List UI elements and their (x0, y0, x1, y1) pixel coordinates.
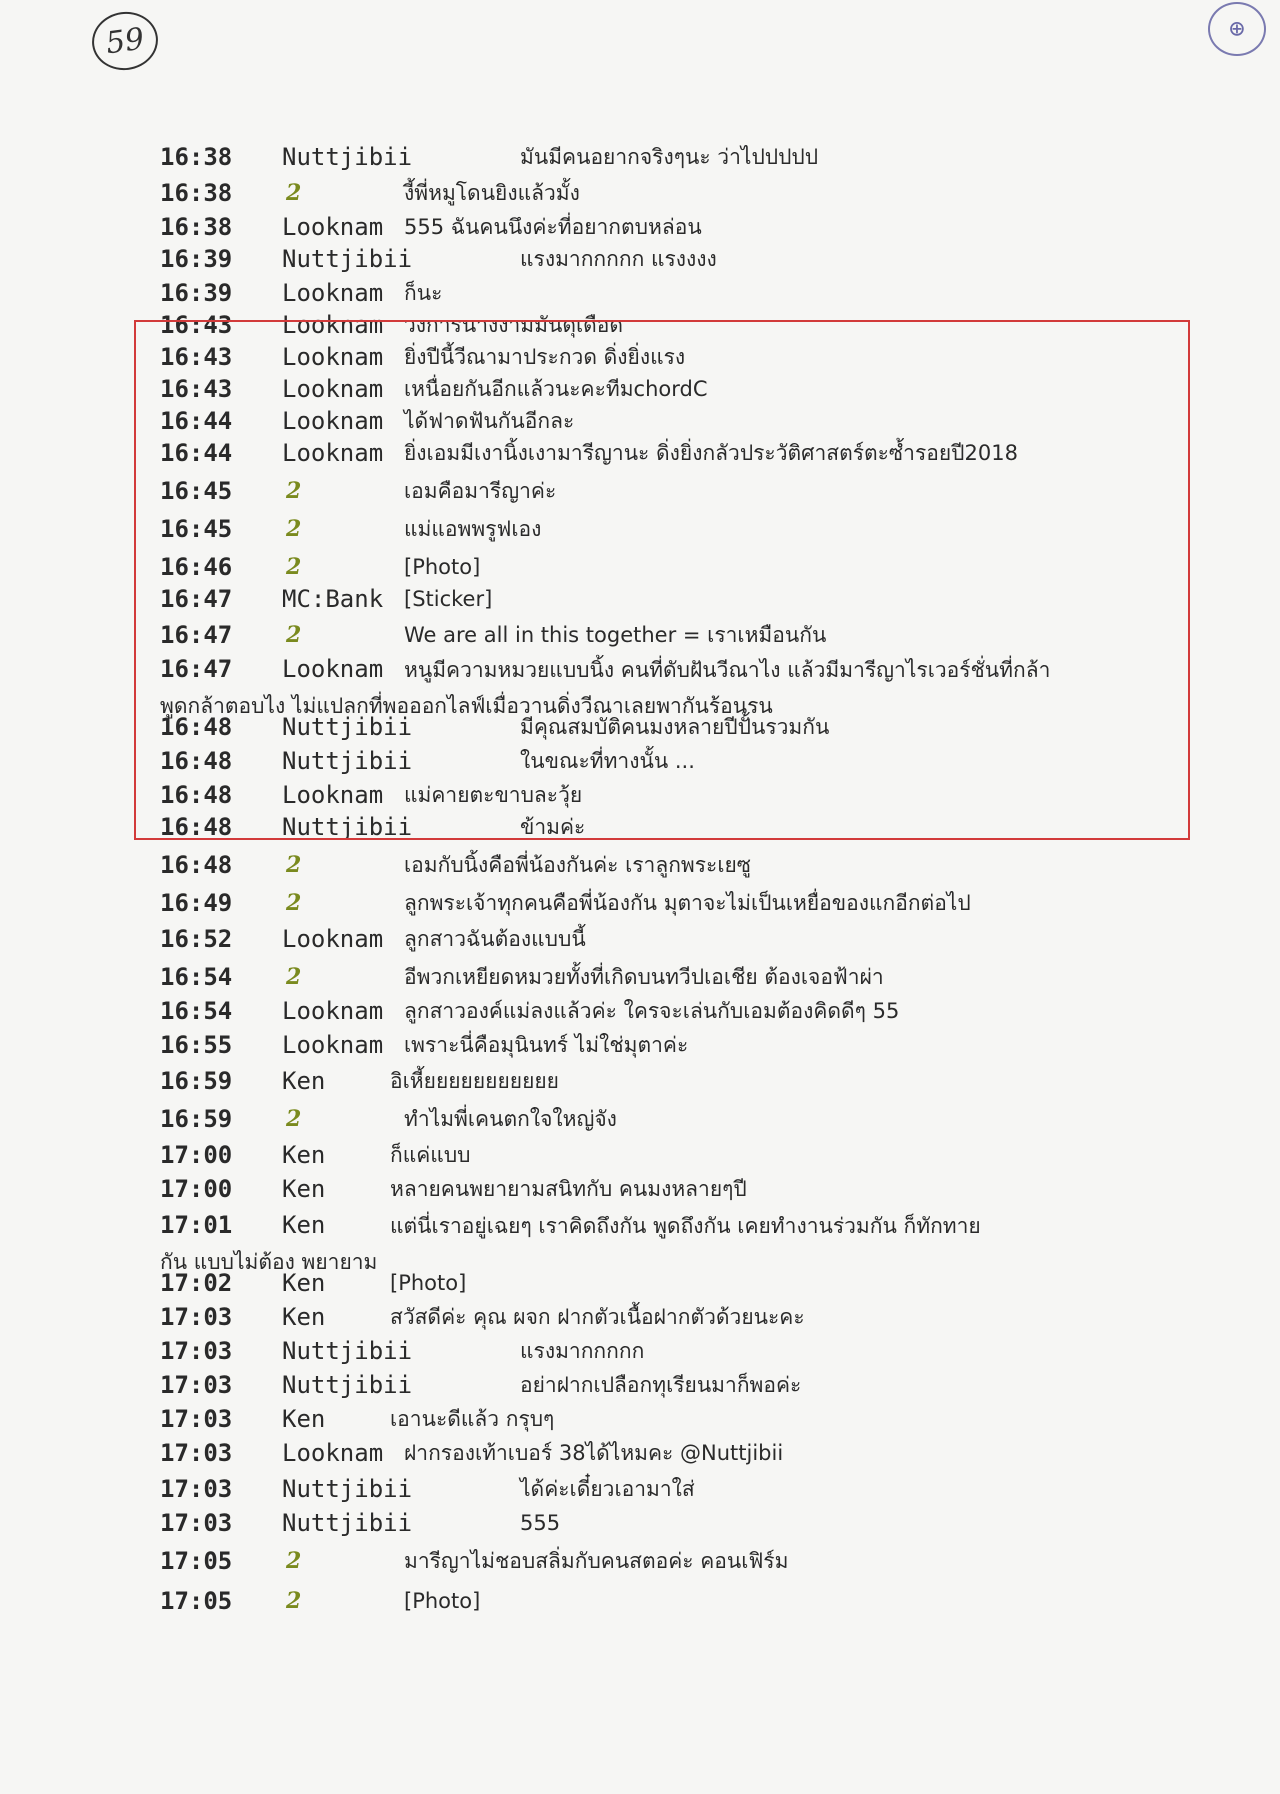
message-sender: 2 (286, 180, 302, 206)
message-text: วงการนางงามมันดุเดือด (404, 313, 624, 337)
message-sender: Looknam (282, 1031, 384, 1059)
message-time: 17:03 (160, 1439, 233, 1467)
message-time: 16:55 (160, 1031, 233, 1059)
message-text: ยิ่งเอมมีเงานิ้งเงามารีญานะ ดิ่งยิ่งกลัวประวัติศาสตร์ตะซ้ำรอยปี2018 (404, 441, 1018, 465)
message-time: 16:43 (160, 311, 233, 339)
stamp-icon: ⊕ (1208, 2, 1266, 56)
message-sender: Looknam (282, 213, 384, 241)
message-time: 16:49 (160, 889, 233, 917)
message-time: 16:38 (160, 213, 233, 241)
message-text: 555 ฉันคนนึงค่ะที่อยากตบหล่อน (404, 215, 702, 239)
message-time: 16:39 (160, 245, 233, 273)
message-time: 16:44 (160, 407, 233, 435)
message-text: หนูมีความหมวยแบบนิ้ง คนที่ดับฝันวีณาไง แล้วมีมารีญาไรเวอร์ชั่นที่กล้า (404, 658, 1051, 682)
message-text: We are all in this together = เราเหมือนกัน (404, 623, 827, 647)
message-text: เพราะนี่คือมุนินทร์ ไม่ใช่มุตาค่ะ (404, 1033, 689, 1057)
message-text: [Sticker] (404, 587, 493, 611)
message-time: 16:44 (160, 439, 233, 467)
message-text: ได้ค่ะเดี๋ยวเอามาใส่ (520, 1477, 695, 1501)
message-sender: 2 (286, 1548, 302, 1574)
message-sender: Looknam (282, 1439, 384, 1467)
message-time: 17:03 (160, 1337, 233, 1365)
chat-message (0, 210, 1280, 244)
message-text: แต่นี่เราอยู่เฉยๆ เราคิดถึงกัน พูดถึงกัน เคยทำงานร่วมกัน ก็ทักทาย (390, 1214, 981, 1238)
message-text: หลายคนพยายามสนิทกับ คนมงหลายๆปี (390, 1177, 747, 1201)
chat-message (0, 1472, 1280, 1506)
message-sender: Looknam (282, 925, 384, 953)
message-sender: 2 (286, 1588, 302, 1614)
message-text: ลูกสาวฉันต้องแบบนี้ (404, 927, 586, 951)
chat-message (0, 1334, 1280, 1368)
message-text: มีคุณสมบัติคนมงหลายปีปั้นรวมกัน (520, 715, 830, 739)
chat-message (0, 1300, 1280, 1334)
message-text: [Photo] (390, 1271, 467, 1295)
message-sender: 2 (286, 890, 302, 916)
message-text: แรงมากกกกก แรงงงง (520, 247, 717, 271)
message-sender: Nuttjibii (282, 1371, 413, 1399)
message-sender: Nuttjibii (282, 245, 413, 273)
message-time: 16:48 (160, 781, 233, 809)
message-time: 16:59 (160, 1105, 233, 1133)
message-text: [Photo] (404, 555, 481, 579)
message-text: อีพวกเหยียดหมวยทั้งที่เกิดบนทวีปเอเชีย ต้องเจอฟ้าผ่า (404, 965, 884, 989)
message-time: 17:00 (160, 1175, 233, 1203)
message-time: 17:05 (160, 1587, 233, 1615)
chat-message (0, 960, 1280, 994)
message-time: 16:39 (160, 279, 233, 307)
message-time: 16:47 (160, 585, 233, 613)
message-time: 16:46 (160, 553, 233, 581)
message-time: 16:38 (160, 179, 233, 207)
chat-message (0, 886, 1280, 920)
message-text: แม่แอพพรูฟเอง (404, 517, 542, 541)
message-sender: 2 (286, 852, 302, 878)
chat-message (0, 140, 1280, 174)
message-time: 16:45 (160, 477, 233, 505)
message-sender: Looknam (282, 343, 384, 371)
message-time: 16:59 (160, 1067, 233, 1095)
chat-message (0, 1064, 1280, 1098)
message-text: ในขณะที่ทางนั้น ... (520, 749, 695, 773)
message-sender: Ken (282, 1269, 326, 1297)
message-sender: Looknam (282, 781, 384, 809)
message-sender: Nuttjibii (282, 143, 413, 171)
message-sender: Looknam (282, 375, 384, 403)
message-time: 16:52 (160, 925, 233, 953)
message-text: ฝากรองเท้าเบอร์ 38ได้ไหมคะ @Nuttjibii (404, 1441, 784, 1465)
message-time: 17:03 (160, 1509, 233, 1537)
message-text: ข้ามค่ะ (520, 815, 586, 839)
message-time: 17:00 (160, 1141, 233, 1169)
message-time: 16:47 (160, 655, 233, 683)
message-sender: Ken (282, 1141, 326, 1169)
chat-message (0, 1436, 1280, 1470)
message-sender: 2 (286, 516, 302, 542)
message-text-continuation: พูดกล้าตอบไง ไม่แปลกที่พอออกไลฟ์เมื่อวานดิ่งวีณาเลยพากันร้อนรน (160, 694, 773, 718)
message-text: 555 (520, 1511, 561, 1535)
message-sender: Looknam (282, 655, 384, 683)
message-time: 16:48 (160, 813, 233, 841)
message-sender: Ken (282, 1067, 326, 1095)
message-text: ก็นะ (404, 281, 443, 305)
message-sender: Ken (282, 1175, 326, 1203)
chat-message (0, 1402, 1280, 1436)
chat-message (0, 276, 1280, 310)
chat-message (0, 1028, 1280, 1062)
page-number: 59 (88, 8, 161, 75)
message-text: เอานะดีแล้ว กรุบๆ (390, 1407, 555, 1431)
message-time: 16:45 (160, 515, 233, 543)
chat-message (0, 922, 1280, 956)
message-sender: Looknam (282, 439, 384, 467)
message-sender: Looknam (282, 311, 384, 339)
chat-message (0, 848, 1280, 882)
chat-message (0, 1584, 1280, 1618)
message-time: 16:48 (160, 713, 233, 741)
message-text: แรงมากกกกก (520, 1339, 645, 1363)
message-sender: Nuttjibii (282, 1475, 413, 1503)
message-sender: Nuttjibii (282, 747, 413, 775)
message-text: มันมีคนอยากจริงๆนะ ว่าไปปปปป (520, 145, 819, 169)
chat-message (0, 994, 1280, 1028)
message-time: 16:38 (160, 143, 233, 171)
message-text: ลูกสาวองค์แม่ลงแล้วค่ะ ใครจะเล่นกับเอมต้องคิดดีๆ 55 (404, 999, 900, 1023)
message-sender: Ken (282, 1211, 326, 1239)
message-text: ก็แค่แบบ (390, 1143, 471, 1167)
message-text: มารีญาไม่ชอบสลิ่มกับคนสตอค่ะ คอนเฟิร์ม (404, 1549, 789, 1573)
message-sender: 2 (286, 554, 302, 580)
message-sender: Looknam (282, 997, 384, 1025)
message-text: งี้พี่หมูโดนยิงแล้วมั้ง (404, 181, 580, 205)
message-sender: Nuttjibii (282, 713, 413, 741)
message-text: ทำไมพี่เคนตกใจใหญ่จัง (404, 1107, 617, 1131)
message-text: เอมกับนิ้งคือพี่น้องกันค่ะ เราลูกพระเยซู (404, 853, 752, 877)
message-text: ได้ฟาดฟันกันอีกละ (404, 409, 575, 433)
message-text: เหนื่อยกันอีกแล้วนะคะทีมchordC (404, 377, 708, 401)
chat-message (0, 242, 1280, 276)
message-sender: 2 (286, 478, 302, 504)
message-sender: Nuttjibii (282, 1509, 413, 1537)
chat-message (0, 1138, 1280, 1172)
highlight-box (134, 320, 1190, 840)
message-text: สวัสดีค่ะ คุณ ผจก ฝากตัวเนื้อฝากตัวด้วยนะคะ (390, 1305, 805, 1329)
message-time: 17:02 (160, 1269, 233, 1297)
message-time: 16:43 (160, 375, 233, 403)
message-text: อย่าฝากเปลือกทุเรียนมาก็พอค่ะ (520, 1373, 802, 1397)
message-sender: MC:Bank (282, 585, 384, 613)
message-time: 16:48 (160, 851, 233, 879)
message-text-continuation: กัน แบบไม่ต้อง พยายาม (160, 1250, 378, 1274)
message-time: 17:03 (160, 1475, 233, 1503)
message-time: 17:03 (160, 1303, 233, 1331)
message-sender: Ken (282, 1405, 326, 1433)
message-text: อิเหี้ยยยยยยยยยยย (390, 1069, 559, 1093)
message-sender: 2 (286, 622, 302, 648)
chat-message (0, 176, 1280, 210)
message-time: 17:03 (160, 1371, 233, 1399)
chat-message (0, 1266, 1280, 1300)
message-sender: Looknam (282, 279, 384, 307)
message-time: 16:54 (160, 963, 233, 991)
chat-message (0, 1506, 1280, 1540)
message-sender: Nuttjibii (282, 813, 413, 841)
message-text: [Photo] (404, 1589, 481, 1613)
message-time: 16:48 (160, 747, 233, 775)
message-text: ลูกพระเจ้าทุกคนคือพี่น้องกัน มุตาจะไม่เป็นเหยื่อของแกอีกต่อไป (404, 891, 971, 915)
message-sender: Nuttjibii (282, 1337, 413, 1365)
message-text: เอมคือมารีญาค่ะ (404, 479, 557, 503)
message-text: ยิ่งปีนี้วีณามาประกวด ดิ่งยิ่งแรง (404, 345, 686, 369)
chat-message (0, 1544, 1280, 1578)
message-time: 16:43 (160, 343, 233, 371)
message-time: 17:01 (160, 1211, 233, 1239)
message-sender: 2 (286, 1106, 302, 1132)
message-time: 16:47 (160, 621, 233, 649)
message-text: แม่คายตะขาบละวุ้ย (404, 783, 583, 807)
message-sender: Looknam (282, 407, 384, 435)
message-time: 16:54 (160, 997, 233, 1025)
chat-message (0, 1102, 1280, 1136)
message-sender: Ken (282, 1303, 326, 1331)
chat-message (0, 1172, 1280, 1206)
message-time: 17:05 (160, 1547, 233, 1575)
message-time: 17:03 (160, 1405, 233, 1433)
message-sender: 2 (286, 964, 302, 990)
chat-message (0, 1368, 1280, 1402)
